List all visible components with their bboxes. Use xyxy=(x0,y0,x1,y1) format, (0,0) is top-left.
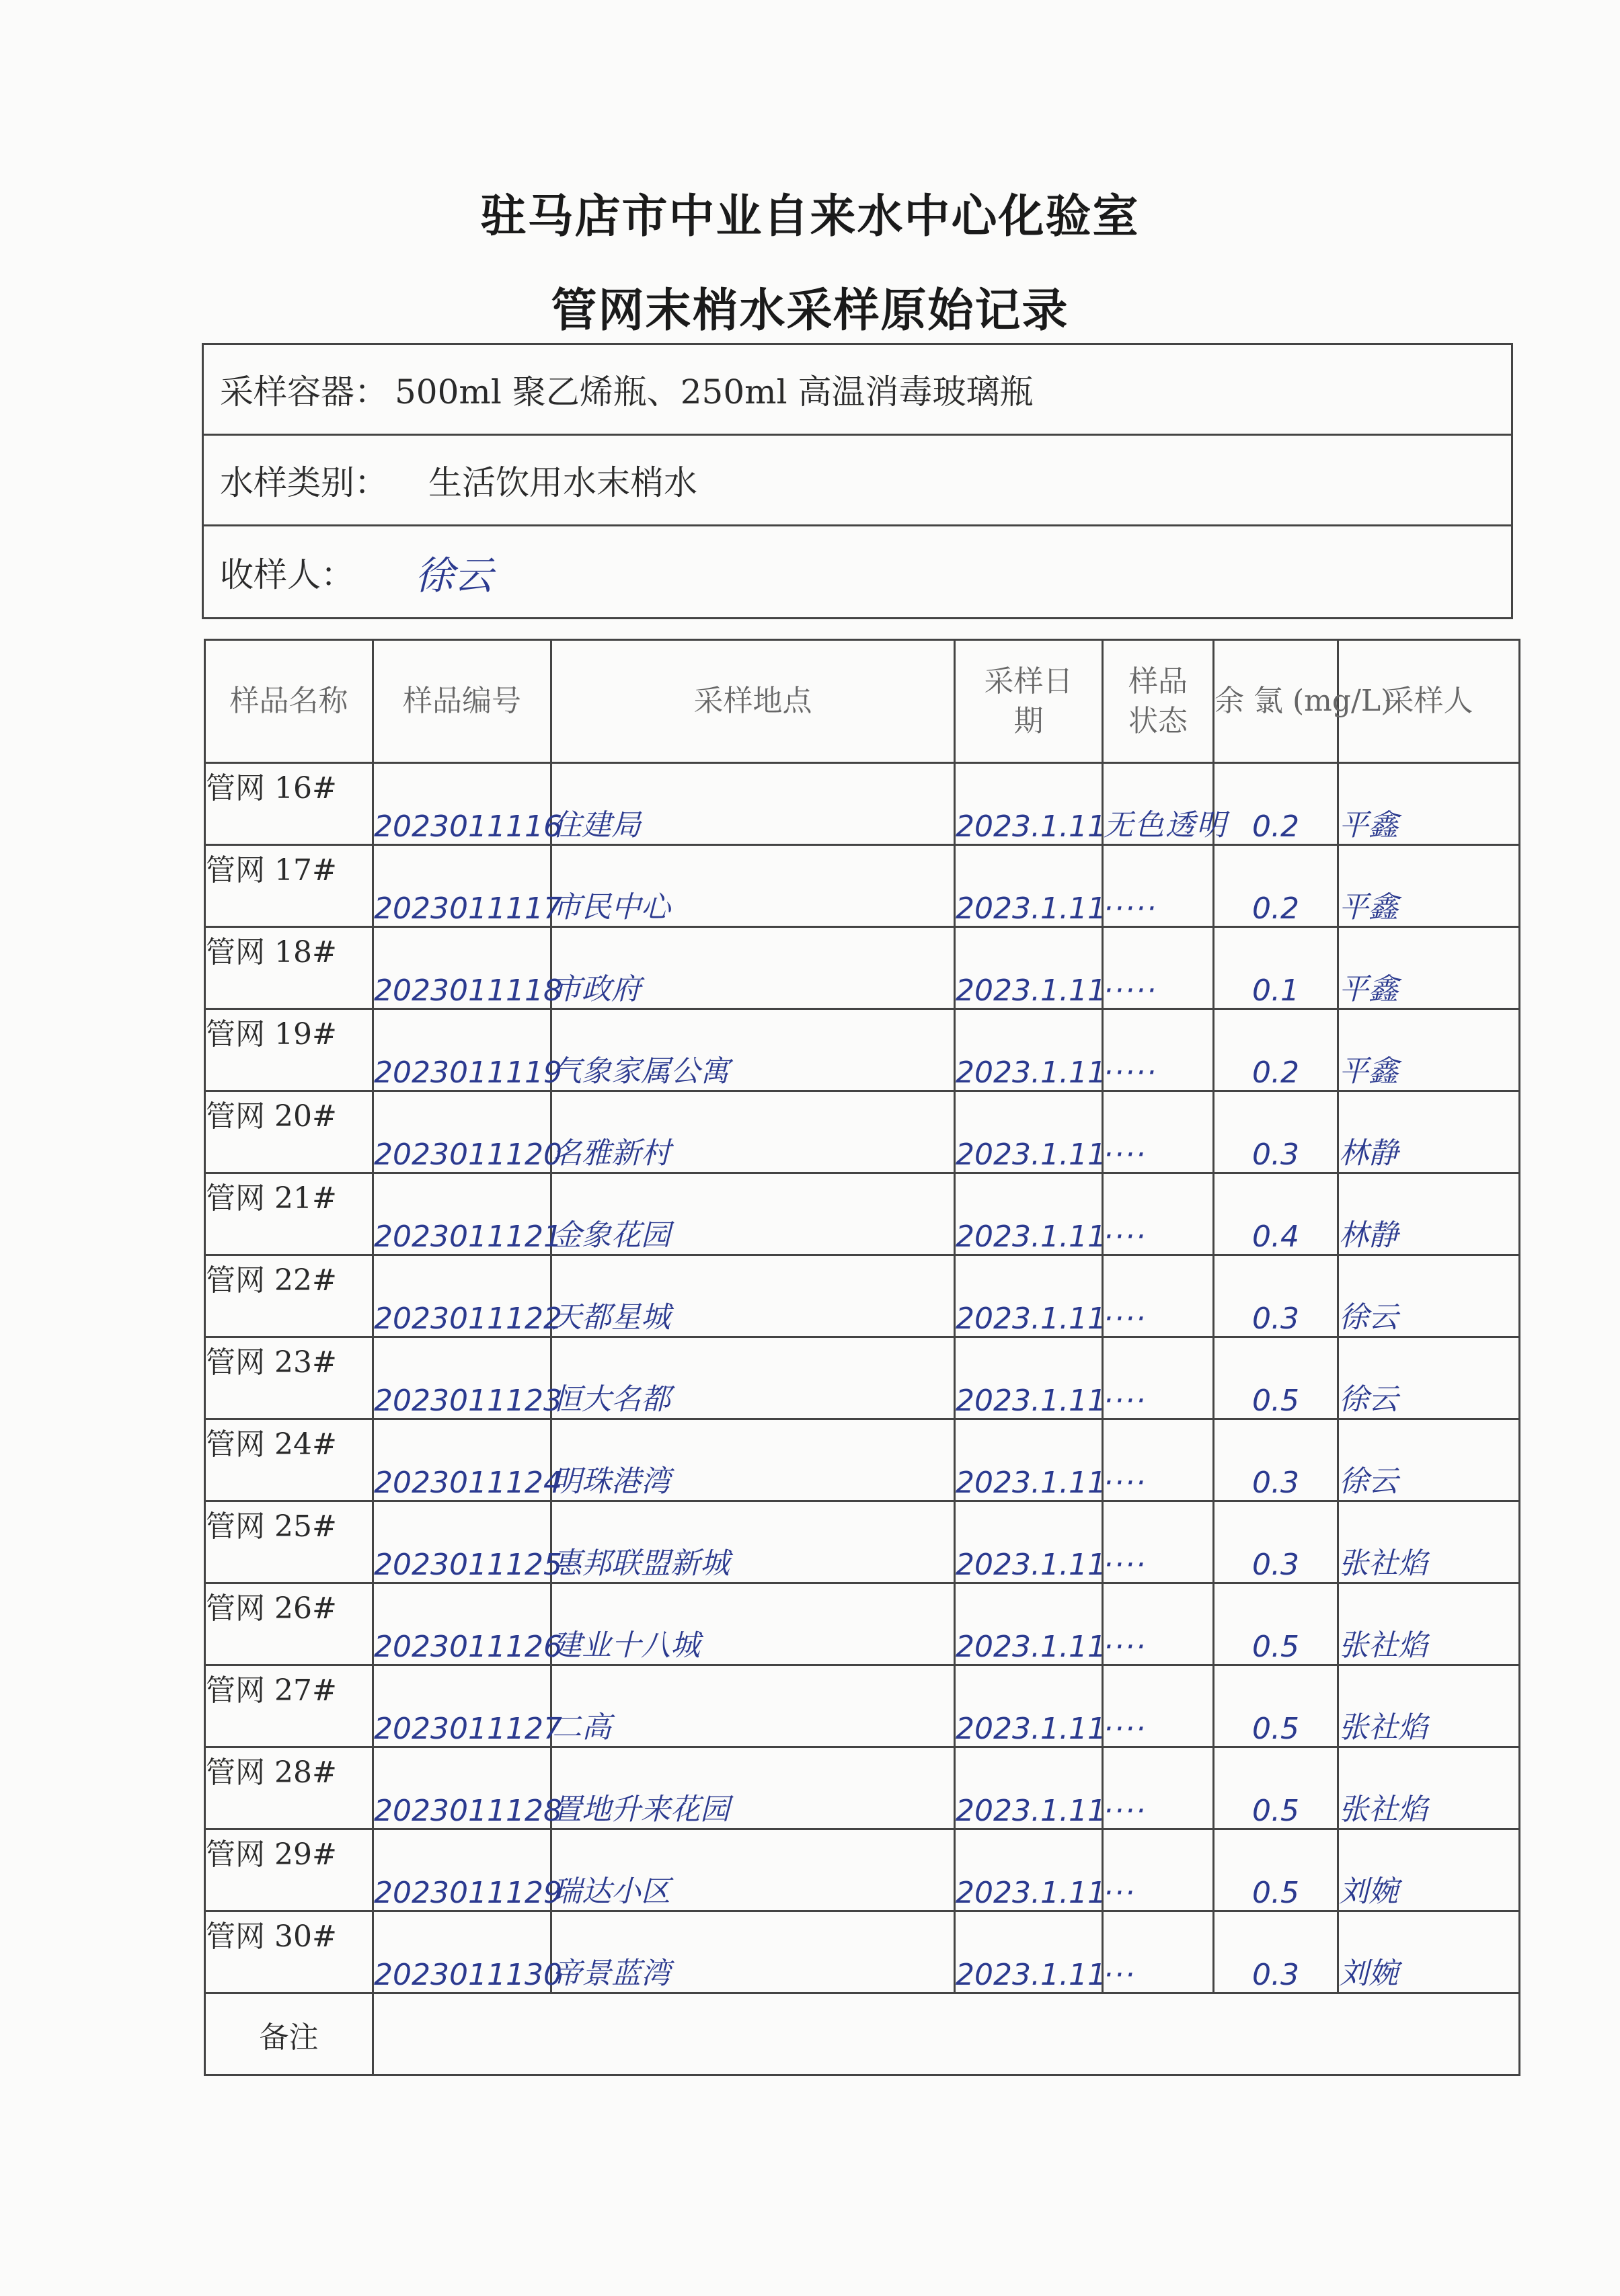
sample-code: 2023011130 xyxy=(373,1911,551,1993)
table-row xyxy=(205,845,1520,927)
header-chlorine xyxy=(1214,640,1393,763)
sample-code: 2023011126 xyxy=(373,1583,551,1665)
sample-code: 2023011118 xyxy=(373,927,551,1009)
sampler-signature: 徐云 xyxy=(1338,1255,1520,1337)
sample-location: 二高 xyxy=(551,1665,955,1747)
residual-chlorine: 0.3 xyxy=(1214,1911,1338,1993)
sample-status: ··· xyxy=(1103,1911,1214,1993)
info-box xyxy=(202,343,1513,619)
sample-type-value: 生活饮用水末梢水 xyxy=(428,463,697,502)
table-row xyxy=(205,1829,1520,1911)
sampler-signature: 张社焰 xyxy=(1338,1583,1520,1665)
sample-code: 2023011122 xyxy=(373,1255,551,1337)
sampler-signature: 刘婉 xyxy=(1338,1911,1520,1993)
sample-name: 管网 23# xyxy=(205,1337,373,1419)
sampler-signature: 平鑫 xyxy=(1338,927,1520,1009)
sample-code: 2023011127 xyxy=(373,1665,551,1747)
receiver-signature: 徐云 xyxy=(415,552,494,598)
residual-chlorine: 0.2 xyxy=(1214,845,1338,927)
table-row xyxy=(205,1091,1520,1173)
sample-status: ····· xyxy=(1103,927,1214,1009)
header-location: 采样地点 xyxy=(551,640,955,763)
sampler-signature: 徐云 xyxy=(1338,1419,1520,1501)
sample-date: 2023.1.11 xyxy=(955,1747,1103,1829)
sample-name: 管网 19# xyxy=(205,1009,373,1091)
sample-status: ···· xyxy=(1103,1501,1214,1583)
sample-location: 帝景蓝湾 xyxy=(551,1911,955,1993)
header-date: 采样日期 xyxy=(955,640,1103,763)
sample-date: 2023.1.11 xyxy=(955,1337,1103,1419)
document-title: 驻马店市中业自来水中心化验室 xyxy=(480,190,1140,243)
residual-chlorine: 0.2 xyxy=(1214,1009,1338,1091)
remark-value xyxy=(373,1993,1520,2075)
sampler-signature: 刘婉 xyxy=(1338,1829,1520,1911)
sample-status: ···· xyxy=(1103,1091,1214,1173)
table-row xyxy=(205,1255,1520,1337)
receiver-row xyxy=(204,526,1511,617)
table-row xyxy=(205,1009,1520,1091)
sample-code: 2023011117 xyxy=(373,845,551,927)
residual-chlorine: 0.2 xyxy=(1214,763,1338,845)
sample-name: 管网 26# xyxy=(205,1583,373,1665)
sample-location: 天都星城 xyxy=(551,1255,955,1337)
sample-code: 2023011128 xyxy=(373,1747,551,1829)
sample-code: 2023011129 xyxy=(373,1829,551,1911)
sample-location: 市政府 xyxy=(551,927,955,1009)
container-row xyxy=(204,345,1511,436)
header-name: 样品名称 xyxy=(205,640,373,763)
sample-code: 2023011121 xyxy=(373,1173,551,1255)
sampler-signature: 林静 xyxy=(1338,1173,1520,1255)
residual-chlorine: 0.3 xyxy=(1214,1091,1338,1173)
table-header-row xyxy=(205,640,1520,763)
sample-name: 管网 28# xyxy=(205,1747,373,1829)
table-row xyxy=(205,1911,1520,1993)
sample-location: 名雅新村 xyxy=(551,1091,955,1173)
sample-code: 2023011125 xyxy=(373,1501,551,1583)
header-sampler: 采样人 xyxy=(1338,640,1520,763)
sampler-signature: 张社焰 xyxy=(1338,1665,1520,1747)
sample-location: 建业十八城 xyxy=(551,1583,955,1665)
sample-code: 2023011120 xyxy=(373,1091,551,1173)
sampler-signature: 平鑫 xyxy=(1338,845,1520,927)
sample-date: 2023.1.11 xyxy=(955,1255,1103,1337)
sample-location: 恒大名都 xyxy=(551,1337,955,1419)
sample-name: 管网 30# xyxy=(205,1911,373,1993)
sample-location: 住建局 xyxy=(551,763,955,845)
sample-date: 2023.1.11 xyxy=(955,1501,1103,1583)
sampler-signature: 张社焰 xyxy=(1338,1747,1520,1829)
receiver-label: 收样人： xyxy=(220,555,354,594)
sample-date: 2023.1.11 xyxy=(955,1173,1103,1255)
sample-location: 明珠港湾 xyxy=(551,1419,955,1501)
residual-chlorine: 0.4 xyxy=(1214,1173,1338,1255)
residual-chlorine: 0.5 xyxy=(1214,1337,1338,1419)
sample-date: 2023.1.11 xyxy=(955,845,1103,927)
sample-status: 无色透明 xyxy=(1103,763,1214,845)
sample-status: ···· xyxy=(1103,1665,1214,1747)
sample-code: 2023011123 xyxy=(373,1337,551,1419)
sample-date: 2023.1.11 xyxy=(955,1911,1103,1993)
sample-location: 惠邦联盟新城 xyxy=(551,1501,955,1583)
sample-date: 2023.1.11 xyxy=(955,1091,1103,1173)
residual-chlorine: 0.3 xyxy=(1214,1501,1338,1583)
sample-date: 2023.1.11 xyxy=(955,1665,1103,1747)
residual-chlorine: 0.3 xyxy=(1214,1255,1338,1337)
sample-status: ···· xyxy=(1103,1255,1214,1337)
sample-status: ···· xyxy=(1103,1747,1214,1829)
table-row xyxy=(205,1501,1520,1583)
sample-date: 2023.1.11 xyxy=(955,927,1103,1009)
remark-label: 备注 xyxy=(205,1993,373,2075)
residual-chlorine: 0.5 xyxy=(1214,1583,1338,1665)
residual-chlorine: 0.3 xyxy=(1214,1419,1338,1501)
sample-status: ···· xyxy=(1103,1583,1214,1665)
sample-date: 2023.1.11 xyxy=(955,763,1103,845)
residual-chlorine: 0.5 xyxy=(1214,1665,1338,1747)
header-chlorine-label: 余 氯 xyxy=(1214,684,1283,719)
header-code: 样品编号 xyxy=(373,640,551,763)
sample-name: 管网 18# xyxy=(205,927,373,1009)
table-row xyxy=(205,927,1520,1009)
sample-name: 管网 29# xyxy=(205,1829,373,1911)
sample-name: 管网 22# xyxy=(205,1255,373,1337)
header-status: 样品状态 xyxy=(1103,640,1214,763)
sampler-signature: 林静 xyxy=(1338,1091,1520,1173)
remark-row xyxy=(205,1993,1520,2075)
sample-name: 管网 25# xyxy=(205,1501,373,1583)
header-chlorine-unit: (mg/L) xyxy=(1293,684,1393,719)
sample-status: ···· xyxy=(1103,1337,1214,1419)
sample-status: ··· xyxy=(1103,1829,1214,1911)
sampler-signature: 张社焰 xyxy=(1338,1501,1520,1583)
sample-date: 2023.1.11 xyxy=(955,1419,1103,1501)
sample-name: 管网 24# xyxy=(205,1419,373,1501)
sample-code: 2023011119 xyxy=(373,1009,551,1091)
sample-name: 管网 20# xyxy=(205,1091,373,1173)
sample-status: ····· xyxy=(1103,845,1214,927)
table-row xyxy=(205,1665,1520,1747)
sampler-signature: 平鑫 xyxy=(1338,763,1520,845)
sample-date: 2023.1.11 xyxy=(955,1009,1103,1091)
sample-name: 管网 27# xyxy=(205,1665,373,1747)
sample-type-row xyxy=(204,436,1511,526)
table-row xyxy=(205,1337,1520,1419)
sample-name: 管网 21# xyxy=(205,1173,373,1255)
sample-status: ····· xyxy=(1103,1009,1214,1091)
sampling-table xyxy=(204,639,1520,2076)
sample-date: 2023.1.11 xyxy=(955,1583,1103,1665)
table-row xyxy=(205,1419,1520,1501)
sample-location: 置地升来花园 xyxy=(551,1747,955,1829)
residual-chlorine: 0.1 xyxy=(1214,927,1338,1009)
table-row xyxy=(205,1747,1520,1829)
container-label: 采样容器： xyxy=(220,372,388,411)
table-row xyxy=(205,1173,1520,1255)
residual-chlorine: 0.5 xyxy=(1214,1829,1338,1911)
table-row xyxy=(205,1583,1520,1665)
sampler-signature: 平鑫 xyxy=(1338,1009,1520,1091)
sample-status: ···· xyxy=(1103,1419,1214,1501)
sampler-signature: 徐云 xyxy=(1338,1337,1520,1419)
sample-name: 管网 16# xyxy=(205,763,373,845)
sample-type-label: 水样类别： xyxy=(220,463,388,502)
sample-location: 金象花园 xyxy=(551,1173,955,1255)
sample-code: 2023011116 xyxy=(373,763,551,845)
sample-location: 市民中心 xyxy=(551,845,955,927)
container-value: 500ml 聚乙烯瓶、250ml 高温消毒玻璃瓶 xyxy=(395,372,1034,411)
sample-name: 管网 17# xyxy=(205,845,373,927)
sample-status: ···· xyxy=(1103,1173,1214,1255)
sample-date: 2023.1.11 xyxy=(955,1829,1103,1911)
table-row xyxy=(205,763,1520,845)
sample-code: 2023011124 xyxy=(373,1419,551,1501)
residual-chlorine: 0.5 xyxy=(1214,1747,1338,1829)
sample-location: 气象家属公寓 xyxy=(551,1009,955,1091)
document-subtitle: 管网末梢水采样原始记录 xyxy=(551,284,1069,338)
sample-location: 瑞达小区 xyxy=(551,1829,955,1911)
